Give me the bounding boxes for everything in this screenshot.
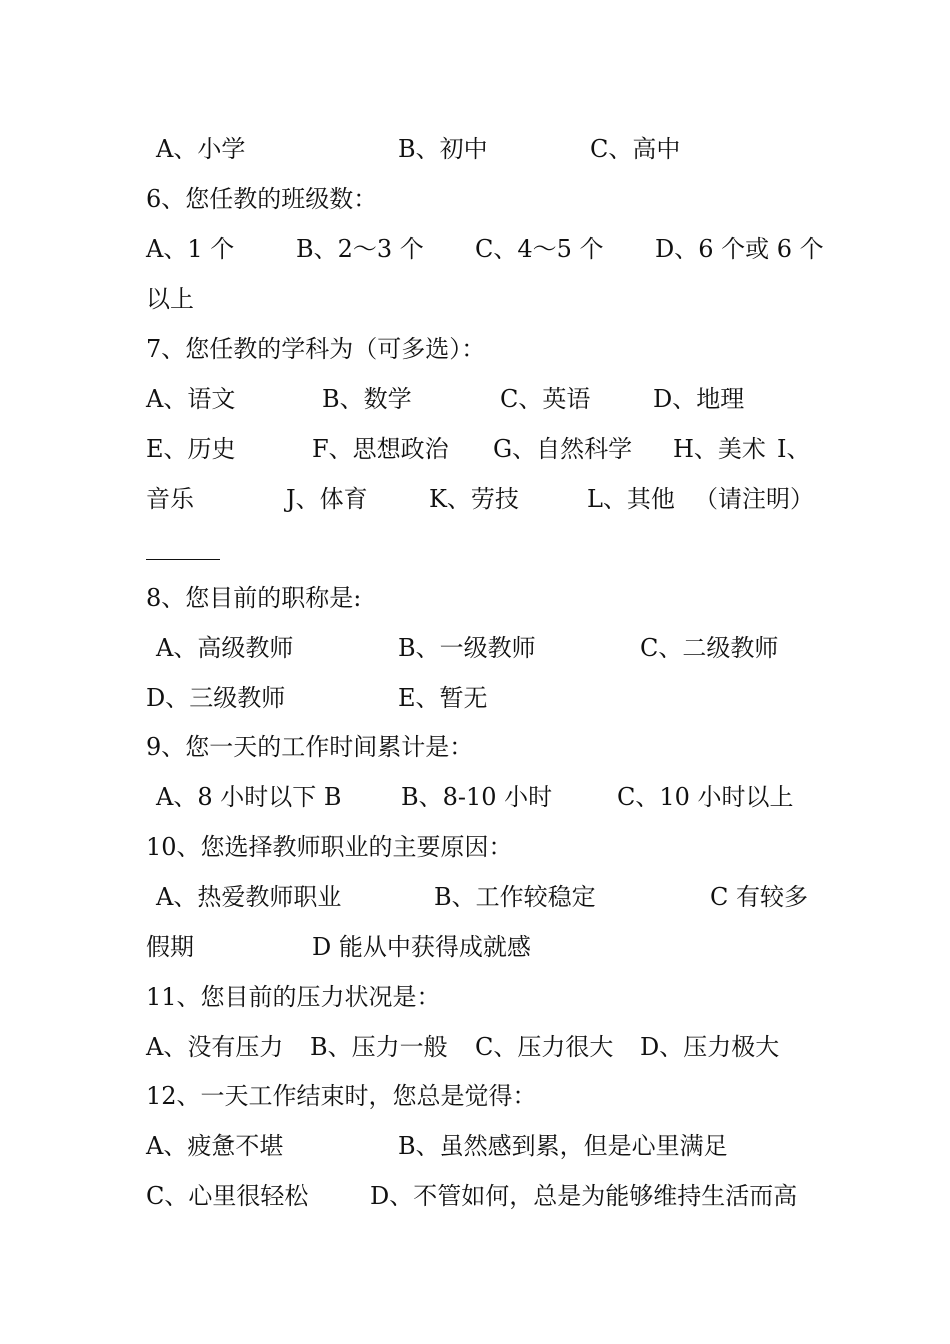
question-text: 7、您任教的学科为（可多选）：: [146, 335, 486, 363]
option-c-continued: 假期: [146, 933, 194, 961]
option-a: A、语文: [146, 385, 236, 413]
q5-options: [0, 131, 950, 167]
option-b: B、2～3 个: [296, 235, 424, 263]
option-a: A、8 小时以下 B: [156, 783, 342, 811]
q8-options-row-2: [0, 680, 950, 716]
q11-question: [0, 979, 950, 1015]
option-d: D、地理: [653, 385, 745, 413]
q8-options-row-1: [0, 630, 950, 666]
option-d: D、6 个或 6 个: [655, 235, 824, 263]
option-j: J、体育: [286, 485, 368, 513]
option-b: B、8-10 小时: [401, 783, 553, 811]
q7-question: [0, 331, 950, 367]
q12-question: [0, 1078, 950, 1114]
option-a: A、热爱教师职业: [156, 883, 342, 911]
q7-options-row-3: [0, 481, 950, 517]
option-b: B、虽然感到累，但是心里满足: [398, 1132, 728, 1160]
question-text: 10、您选择教师职业的主要原因：: [146, 833, 513, 861]
question-text: 12、一天工作结束时，您总是觉得：: [146, 1082, 537, 1110]
q7-options-row-2: [0, 431, 950, 467]
option-c: C、英语: [500, 385, 591, 413]
option-l: L、其他: [587, 485, 675, 513]
q10-options-row-2: [0, 929, 950, 965]
option-c: C、4～5 个: [475, 235, 604, 263]
option-a: A、没有压力: [146, 1033, 284, 1061]
option-i-continued: 音乐: [146, 485, 194, 513]
q9-question: [0, 729, 950, 765]
option-a: A、小学: [156, 135, 246, 163]
option-e: E、历史: [146, 435, 236, 463]
fill-in-blank-line: [146, 559, 220, 560]
q9-options: [0, 779, 950, 815]
option-k: K、劳技: [429, 485, 519, 513]
option-c: C、心里很轻松: [146, 1182, 309, 1210]
option-b: B、初中: [398, 135, 488, 163]
q11-options: [0, 1029, 950, 1065]
option-i: I、: [777, 435, 811, 463]
option-b: B、工作较稳定: [434, 883, 596, 911]
option-l-note: （请注明）: [694, 485, 814, 513]
q6-question: [0, 181, 950, 217]
question-text: 6、您任教的班级数：: [146, 185, 378, 213]
q10-question: [0, 829, 950, 865]
option-f: F、思想政治: [312, 435, 449, 463]
option-a: A、疲惫不堪: [146, 1132, 284, 1160]
option-c: C、高中: [590, 135, 681, 163]
option-d: D 能从中获得成就感: [312, 933, 531, 961]
option-h: H、美术: [673, 435, 766, 463]
option-b: B、压力一般: [310, 1033, 448, 1061]
option-d-continued: 以上: [146, 285, 194, 313]
option-b: B、数学: [322, 385, 412, 413]
option-a: A、高级教师: [156, 634, 294, 662]
question-text: 8、您目前的职称是:: [146, 584, 362, 612]
option-c: C、压力很大: [475, 1033, 614, 1061]
option-c: C、10 小时以上: [617, 783, 794, 811]
option-d: D、三级教师: [146, 684, 286, 712]
option-e: E、暂无: [398, 684, 488, 712]
option-c: C、二级教师: [640, 634, 779, 662]
option-c: C 有较多: [710, 883, 808, 911]
question-text: 11、您目前的压力状况是：: [146, 983, 441, 1011]
option-d: D、压力极大: [640, 1033, 780, 1061]
q12-options-row-1: [0, 1128, 950, 1164]
q12-options-row-2: [0, 1178, 950, 1214]
q8-question: [0, 580, 950, 616]
question-text: 9、您一天的工作时间累计是：: [146, 733, 474, 761]
q6-options: [0, 231, 950, 267]
option-d: D、不管如何，总是为能够维持生活而高: [370, 1182, 798, 1210]
option-a: A、1 个: [146, 235, 235, 263]
option-g: G、自然科学: [493, 435, 633, 463]
option-b: B、一级教师: [398, 634, 536, 662]
q10-options-row-1: [0, 879, 950, 915]
q6-options-continued: [0, 281, 950, 317]
q7-options-row-1: [0, 381, 950, 417]
